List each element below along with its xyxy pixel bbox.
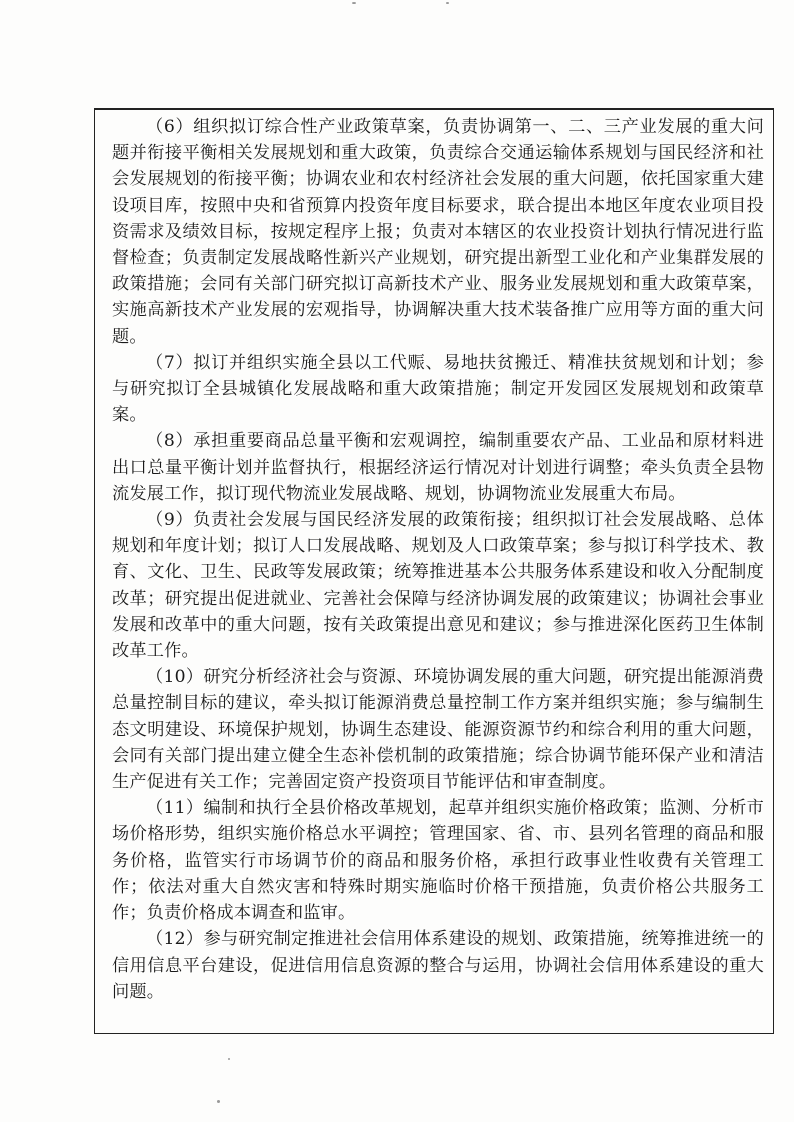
paragraph-8: （8）承担重要商品总量平衡和宏观调控，编制重要农产品、工业品和原材料进出口总量平衡计划并监督执行，根据经济运行情况对计划进行调整；牵头负责全县物流发展工作，拟订现代物流业发展战略、规划，协调物流业发展重大布局。	[112, 431, 764, 504]
paragraph-12: （12）参与研究制定推进社会信用体系建设的规划、政策措施，统筹推进统一的信用信息平台建设，促进信用信息资源的整合与运用，协调社会信用体系建设的重大问题。	[112, 929, 764, 1002]
paragraph-6: （6）组织拟订综合性产业政策草案，负责协调第一、二、三产业发展的重大问题并衔接平衡相关发展规划和重大政策，负责综合交通运输体系规划与国民经济和社会发展规划的衔接平衡；协调农业和农村经济社会发展的重大问题，依托国家重大建设项目库，按照中央和省预算内投资年度目标要求，联合提出本地区年度农业项目投资需求及绩效目标，按规定程序上报；负责对本辖区的农业投资计划执行情况进行监督检查；负责制定发展战略性新兴产业规划，研究提出新型工业化和产业集群发展的政策措施；会同有关部门研究拟订高新技术产业、服务业发展规划和重大政策草案，实施高新技术产业发展的宏观指导，协调解决重大技术装备推广应用等方面的重大问题。	[112, 117, 764, 347]
paragraph-9: （9）负责社会发展与国民经济发展的政策衔接；组织拟订社会发展战略、总体规划和年度计划；拟订人口发展战略、规划及人口政策草案；参与拟订科学技术、教育、文化、卫生、民政等发展政策；统筹推进基本公共服务体系建设和收入分配制度改革；研究提出促进就业、完善社会保障与经济协调发展的政策建议；协调社会事业发展和改革中的重大问题，按有关政策提出意见和建议；参与推进深化医药卫生体制改革工作。	[112, 510, 764, 662]
scan-speck	[217, 1100, 220, 1103]
paragraph-11: （11）编制和执行全县价格改革规划，起草并组织实施价格政策；监测、分析市场价格形势，组织实施价格总水平调控；管理国家、省、市、县列名管理的商品和服务价格，监管实行市场调节价的商品和服务价格，承担行政事业性收费有关管理工作；依法对重大自然灾害和特殊时期实施临时价格干预措施，负责价格公共服务工作；负责价格成本调查和监审。	[112, 798, 764, 924]
scan-speck	[446, 2, 449, 4]
scan-speck	[352, 2, 356, 4]
paragraph-10: （10）研究分析经济社会与资源、环境协调发展的重大问题，研究提出能源消费总量控制目标的建议，牵头拟订能源消费总量控制工作方案并组织实施；参与编制生态文明建设、环境保护规划，协调生态建设、能源资源节约和综合利用的重大问题，会同有关部门提出建立健全生态补偿机制的政策措施；综合协调节能环保产业和清洁生产促进有关工作；完善固定资产投资项目节能评估和审查制度。	[112, 667, 764, 793]
scan-speck	[228, 1058, 230, 1060]
document-body	[112, 114, 764, 1005]
paragraph-7: （7）拟订并组织实施全县以工代赈、易地扶贫搬迁、精准扶贫规划和计划；参与研究拟订全县城镇化发展战略和重大政策措施；制定开发园区发展规划和政策草案。	[112, 352, 764, 426]
